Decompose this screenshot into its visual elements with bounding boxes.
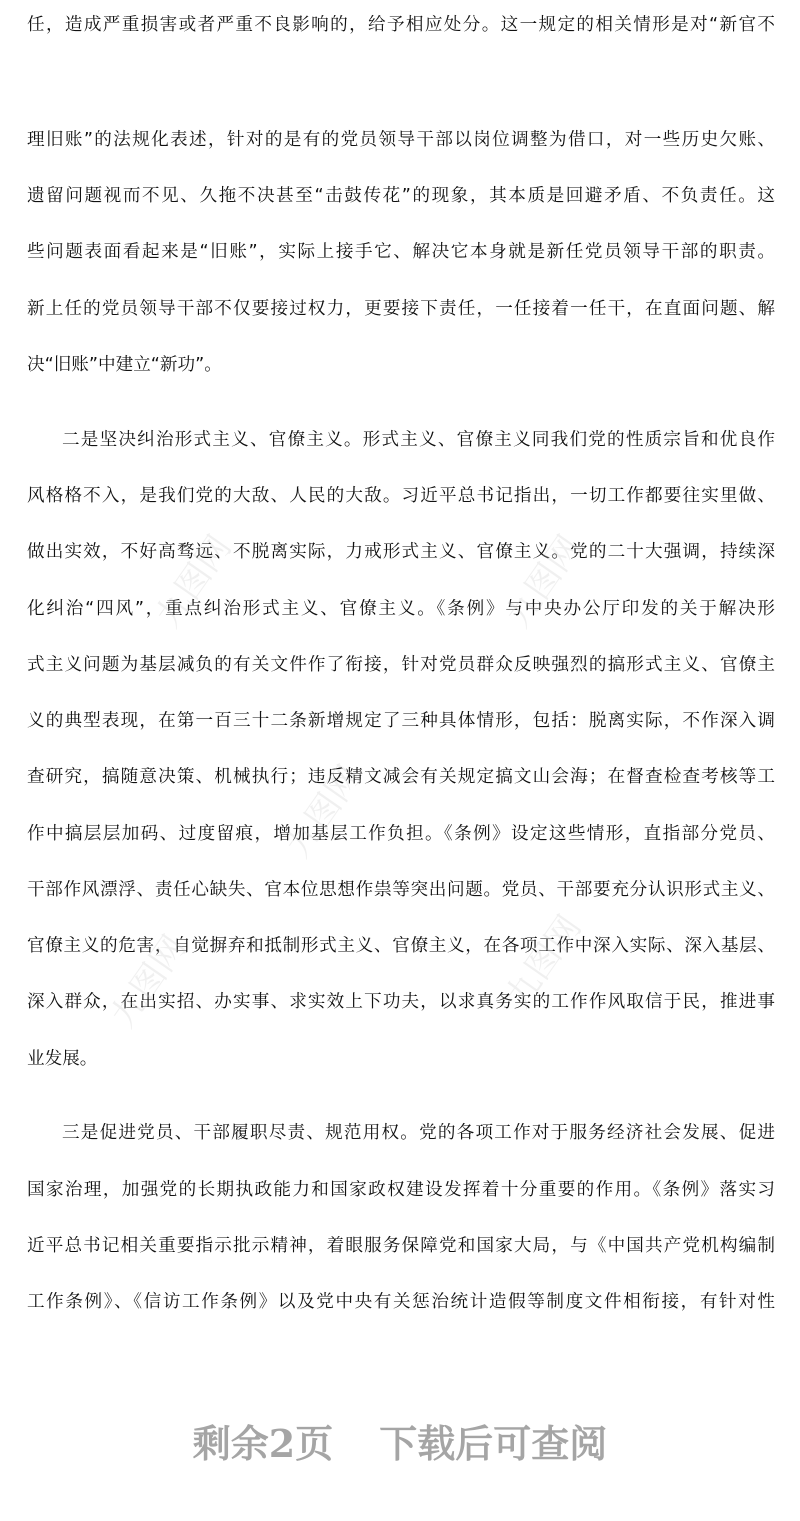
watermark-logo: 九图网 — [498, 908, 590, 1015]
watermark-logo: 九图网 — [148, 528, 240, 635]
text-line: 做出实效，不好高骛远、不脱离实际，力戒形式主义、官僚主义。党的二十大强调，持续深 — [27, 542, 775, 562]
text-line: 风格格不入，是我们党的大敌、人民的大敌。习近平总书记指出，一切工作都要往实里做、 — [27, 486, 775, 506]
text-line: 查研究，搞随意决策、机械执行；违反精文减会有关规定搞文山会海；在督查检查考核等工 — [27, 767, 775, 787]
text-line: 深入群众，在出实招、办实事、求实效上下功夫，以求真务实的工作作风取信于民，推进事 — [27, 992, 775, 1012]
watermark-logo: 九图网 — [498, 528, 590, 635]
paragraph-start-line: 二是坚决纠治形式主义、官僚主义。形式主义、官僚主义同我们党的性质宗旨和优良作 — [62, 430, 775, 450]
remaining-pages-label: 剩余2页 — [192, 1421, 334, 1466]
text-line: 些问题表面看起来是“旧账”，实际上接手它、解决它本身就是新任党员领导干部的职责。 — [27, 242, 775, 262]
text-line: 遗留问题视而不见、久拖不决甚至“击鼓传花”的现象，其本质是回避矛盾、不负责任。这 — [27, 186, 775, 206]
text-line: 干部作风漂浮、责任心缺失、官本位思想作祟等突出问题。党员、干部要充分认识形式主义、 — [27, 880, 775, 900]
text-line: 理旧账”的法规化表述，针对的是有的党员领导干部以岗位调整为借口，对一些历史欠账、 — [27, 130, 775, 150]
text-line: 决“旧账”中建立“新功”。 — [27, 355, 222, 375]
text-line: 作中搞层层加码、过度留痕，增加基层工作负担。《条例》设定这些情形，直指部分党员、 — [27, 824, 775, 844]
download-to-view-label: 下载后可查阅 — [379, 1421, 608, 1466]
text-line: 国家治理，加强党的长期执政能力和国家政权建设发挥着十分重要的作用。《条例》落实习 — [27, 1180, 775, 1200]
text-line: 任，造成严重损害或者严重不良影响的，给予相应处分。这一规定的相关情形是对“新官不 — [27, 15, 775, 35]
text-line: 业发展。 — [27, 1049, 98, 1069]
download-notice[interactable] — [0, 1418, 800, 1470]
text-line: 化纠治“四风”，重点纠治形式主义、官僚主义。《条例》与中央办公厅印发的关于解决形 — [27, 599, 775, 619]
text-line: 新上任的党员领导干部不仅要接过权力，更要接下责任，一任接着一任干，在直面问题、解 — [27, 299, 775, 319]
text-line: 式主义问题为基层减负的有关文件作了衔接，针对党员群众反映强烈的搞形式主义、官僚主 — [27, 655, 775, 675]
watermark-logo: 九图网 — [103, 928, 195, 1035]
text-line: 工作条例》、《信访工作条例》以及党中央有关惩治统计造假等制度文件相衔接，有针对性 — [27, 1292, 775, 1312]
paragraph-start-line: 三是促进党员、干部履职尽责、规范用权。党的各项工作对于服务经济社会发展、促进 — [62, 1123, 775, 1143]
watermark-logo: 九图网 — [278, 758, 370, 865]
text-line: 义的典型表现，在第一百三十二条新增规定了三种具体情形，包括：脱离实际，不作深入调 — [27, 711, 775, 731]
text-line: 官僚主义的危害，自觉摒弃和抵制形式主义、官僚主义，在各项工作中深入实际、深入基层、 — [27, 936, 775, 956]
text-line: 近平总书记相关重要指示批示精神，着眼服务保障党和国家大局，与《中国共产党机构编制 — [27, 1236, 775, 1256]
